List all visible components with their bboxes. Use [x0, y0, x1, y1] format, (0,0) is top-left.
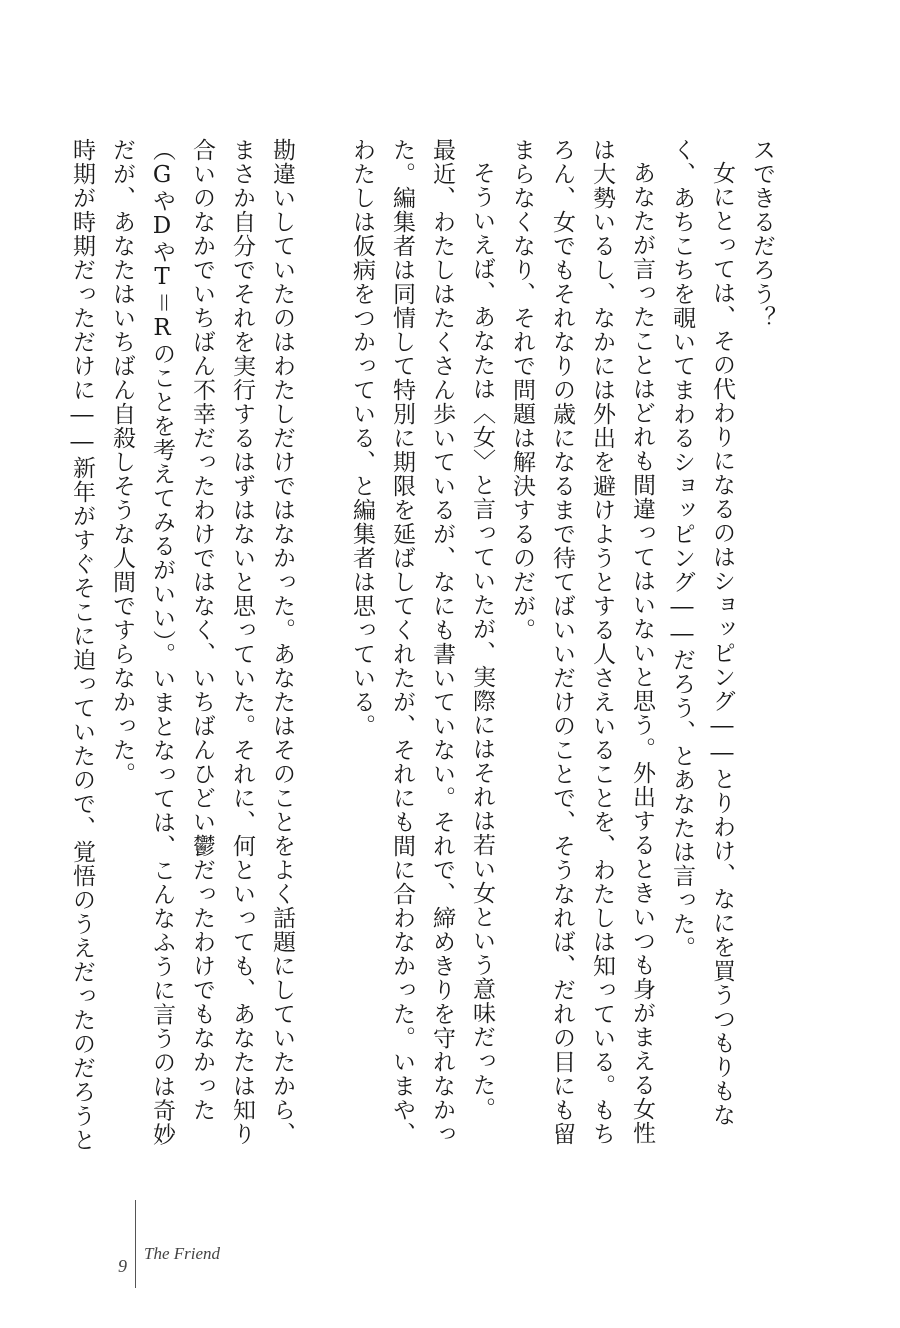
page-footer [118, 1200, 318, 1290]
page-number: 9 [118, 1256, 127, 1276]
paragraph-6: 勘違いしていたのはわたしだけではなかった。あなたはそのことをよく話題にしていたから、まさか自分でそれを実行するはずはないと思っていた。それに、何といっても、あなたは知り合いのなかでいちばん不幸だったわけではなく、いちばんひどい鬱だったわけでもなかった（GやDやT＝Rのことを考えてみるがいい）。いまとなっては、こんなふうに言うのは奇妙だが、あなたはいちばん自殺しそうな人間ですらなかった。 [109, 138, 295, 1147]
section-break [302, 138, 342, 1158]
running-head: The Friend [144, 1244, 221, 1263]
body-text [62, 138, 782, 1158]
paragraph-2: 女にとっては、その代わりになるのはショッピング――とりわけ、なにを買うつもりもなく、あちこちを覗いてまわるショッピング――だろう、とあなたは言った。 [669, 138, 735, 1127]
paragraph-1: スできるだろう？ [749, 138, 775, 330]
paragraph-7: 時期が時期だっただけに――新年がすぐそこに迫っていたので、覚悟のうえだったのだろうと [69, 138, 95, 1152]
paragraph-5: 最近、わたしはたくさん歩いているが、なにも書いていない。それで、締めきりを守れなかった。編集者は同情して特別に期限を延ばしてくれたが、それにも間に合わなかった。いまや、わたしは仮病をつかっている、と編集者は思っている。 [349, 138, 455, 1146]
paragraph-4: そういえば、あなたは〈女〉と言っていたが、実際にはそれは若い女という意味だった。 [469, 161, 495, 1121]
paragraph-3: あなたが言ったことはどれも間違ってはいないと思う。外出するときいつも身がまえる女性は大勢いるし、なかには外出を避けようとする人さえいることを、わたしは知っている。もちろん、女でもそれなりの歳になるまで待てばいいだけのことで、そうなれば、だれの目にも留まらなくなり、それで問題は解決するのだが。 [509, 138, 655, 1146]
footer-divider [135, 1200, 136, 1288]
